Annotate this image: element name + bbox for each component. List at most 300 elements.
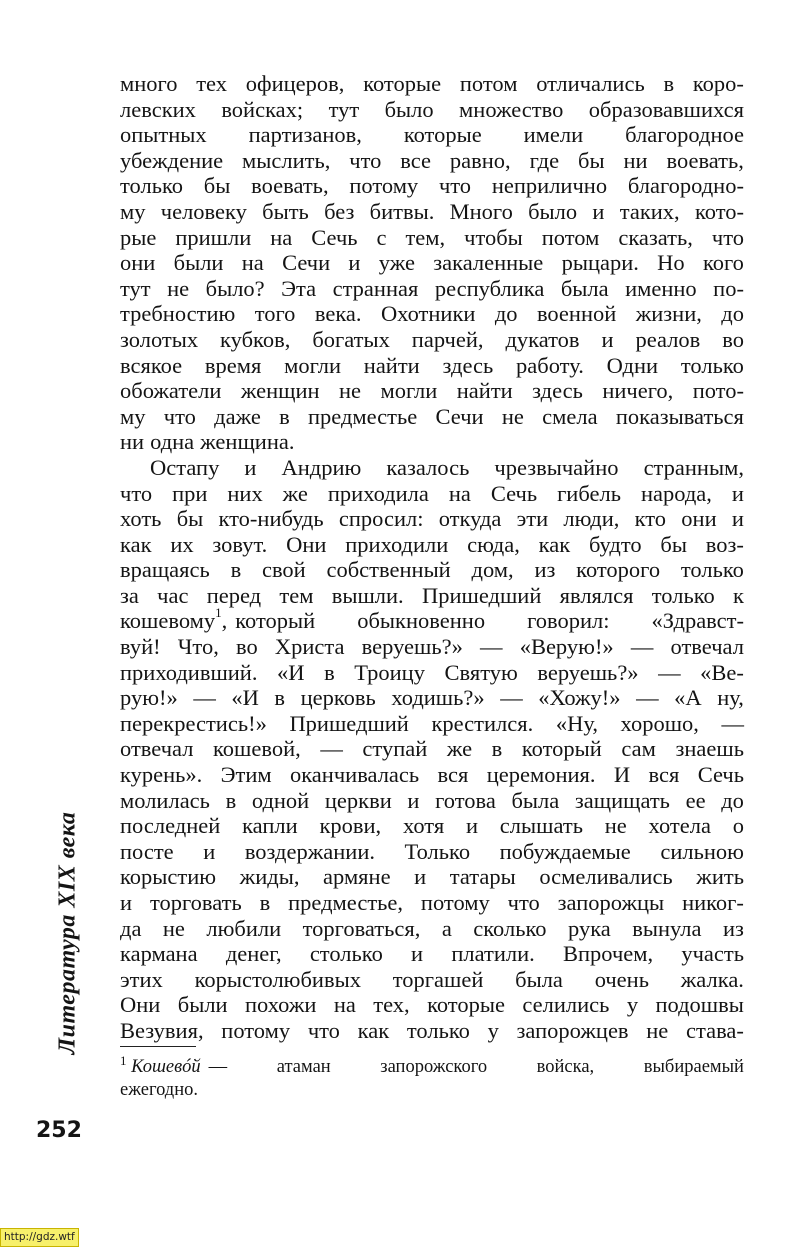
text-word: в [259, 890, 271, 915]
text-word: смела [542, 403, 598, 429]
text-word: чрезвычайно [494, 454, 619, 480]
text-word: — [721, 710, 744, 736]
text-word: — [480, 634, 503, 660]
text-word: рую!» [120, 685, 178, 711]
text-word: будто [588, 531, 642, 557]
text-word: воз- [705, 531, 744, 557]
text-word: являлся [559, 582, 634, 608]
text-word: благородное [625, 122, 744, 148]
text-word: запорожского [380, 1057, 488, 1077]
text-word: вращаясь [120, 557, 210, 583]
text-line [120, 404, 744, 430]
text-word: атаман [276, 1057, 331, 1077]
text-word: обыкновенно [357, 608, 486, 634]
text-word: левских [120, 96, 196, 122]
text-word: — [500, 685, 523, 711]
text-word: одной [251, 787, 310, 813]
text-word: не [167, 275, 190, 301]
text-word: любили [206, 915, 282, 941]
text-word: при [172, 480, 208, 506]
text-word: и [731, 506, 744, 532]
text-word: сказать, [618, 224, 693, 250]
text-line [120, 916, 744, 942]
paragraph-first-line [150, 455, 744, 481]
text-word: и [465, 813, 479, 839]
text-word: корыстию [120, 864, 217, 890]
text-fragment [227, 608, 744, 634]
text-word: в [324, 659, 335, 685]
text-word: всякое [120, 352, 183, 378]
text-word: — [193, 685, 216, 711]
text-word: войска, [536, 1057, 595, 1077]
text-word: по- [713, 275, 744, 301]
text-word: парчей, [411, 326, 484, 352]
text-word: пото- [692, 378, 744, 404]
page-number: 252 [36, 1118, 82, 1143]
text-word: а [441, 915, 452, 941]
text-word: обожатели [120, 378, 222, 404]
text-word: и [203, 838, 216, 864]
text-word: же [446, 736, 473, 762]
text-word: «И [277, 659, 305, 685]
text-word: курень». [120, 762, 203, 788]
text-word: готова [435, 787, 496, 813]
text-word: — [658, 659, 681, 685]
running-head-text: Литература XIX века [54, 811, 81, 1055]
text-word: церемония. [486, 762, 596, 788]
text-line [120, 506, 744, 532]
text-word: ее [685, 787, 706, 813]
text-word: жить [696, 864, 744, 890]
text-word: Сечь [697, 762, 744, 788]
text-word: этих [120, 966, 163, 992]
text-word: за [120, 582, 139, 608]
footnote-ref: 1 [215, 605, 222, 621]
text-line [120, 353, 744, 379]
text-word: были [177, 992, 228, 1018]
text-word: предместье, [288, 890, 404, 915]
text-word: воевать, [251, 173, 329, 199]
text-word: и [414, 864, 427, 890]
text-word: о [732, 813, 744, 839]
text-word: было [384, 96, 434, 122]
text-word: они [681, 506, 717, 532]
text-word: во [722, 326, 744, 352]
text-word: что [507, 890, 540, 915]
watermark-link[interactable]: http://gdz.wtf [0, 1228, 79, 1247]
text-word: Сечи [435, 403, 484, 429]
text-word: потому [420, 890, 490, 915]
text-word: «Здравст- [651, 608, 744, 634]
text-word: крестился. [431, 710, 534, 736]
text-word: войсках; [221, 96, 304, 122]
text-word: перед [206, 582, 262, 608]
text-word: запорожцы [557, 890, 665, 915]
text-word: именно [625, 275, 697, 301]
text-word: сам [621, 736, 656, 762]
text-word: бы [203, 173, 231, 199]
text-word: только [120, 173, 184, 199]
text-word: хорошо, [620, 710, 699, 736]
text-line [120, 660, 744, 686]
text-word: которые [363, 71, 442, 96]
text-line [120, 839, 744, 865]
text-word: запорожцев [516, 1017, 629, 1043]
text-line [120, 864, 744, 890]
text-word: на [270, 224, 293, 250]
text-word: веруешь?» [537, 659, 639, 685]
text-word: на [333, 992, 356, 1018]
text-word: в [274, 685, 286, 711]
text-word: могли [380, 378, 438, 404]
text-word: Они [286, 531, 327, 557]
text-word: хотя [402, 813, 445, 839]
text-word: Охотники [380, 301, 476, 327]
text-word: ничего, [602, 378, 674, 404]
text-word: тем, [405, 224, 446, 250]
text-line [120, 173, 744, 199]
text-word: много [120, 71, 178, 96]
text-word: крови, [319, 813, 382, 839]
text-word: осмеливались [539, 864, 673, 890]
text-word: в [279, 403, 290, 429]
text-word: Только [404, 838, 471, 864]
text-word: отвечал [670, 634, 744, 660]
text-line [120, 788, 744, 814]
text-word: подошвы [655, 992, 744, 1018]
text-word: гибель [557, 480, 621, 506]
text-word: таких, [619, 198, 680, 224]
main-text [120, 71, 744, 1044]
text-word: — [630, 634, 654, 660]
text-word: рыцари. [561, 250, 639, 276]
text-line [120, 711, 744, 737]
text-word: — [636, 685, 659, 711]
text-word: отличались [536, 71, 645, 96]
text-word: церковь [300, 685, 376, 711]
text-word: час [157, 582, 189, 608]
text-word: кого [702, 250, 744, 276]
text-line [120, 1018, 744, 1044]
text-word: образовавшихся [588, 96, 744, 122]
text-word: оканчивалась [289, 762, 420, 788]
text-word: ходишь?» [391, 685, 485, 711]
text-word: на [448, 480, 471, 506]
text-word: Сечь [490, 480, 538, 506]
text-word: в [230, 557, 242, 583]
text-line [120, 327, 744, 353]
text-word: перекрестись!» [120, 710, 267, 736]
text-line [120, 225, 744, 251]
text-word: на [241, 250, 264, 276]
text-word: Но [657, 250, 685, 276]
text-word: капли [242, 813, 298, 839]
text-word: которые [403, 122, 482, 148]
text-word: кто [634, 506, 667, 532]
text-word: платили. [451, 941, 535, 967]
text-word: пришли [175, 224, 252, 250]
text-word: вся [437, 762, 469, 788]
text-word: время [204, 352, 262, 378]
text-word: Они [120, 992, 161, 1018]
text-word: множество [459, 96, 564, 122]
text-word: Этим [220, 762, 272, 788]
text-word: свой [261, 557, 306, 583]
text-word: реалов [635, 326, 701, 352]
text-word: татары [449, 864, 516, 890]
text-word: Много [449, 198, 513, 224]
text-line [120, 583, 744, 609]
text-word: отвечал [120, 736, 194, 762]
text-word: не [604, 813, 627, 839]
text-word: спросил: [338, 506, 424, 532]
text-word: Пришедший [289, 710, 409, 736]
text-word: кто-нибудь [218, 506, 324, 532]
text-word: Святую [444, 659, 518, 685]
text-word: посте [120, 838, 174, 864]
text-word: «Верую!» [519, 634, 614, 660]
text-word: побуждаемые [499, 838, 631, 864]
text-word: тех, [373, 992, 410, 1018]
text-word: веруешь?» [361, 634, 463, 660]
text-word: воевать, [666, 147, 744, 173]
text-word: могли [284, 352, 341, 378]
text-word: до [721, 787, 744, 813]
text-word: корыстолюбивых [194, 966, 361, 992]
text-line [120, 532, 744, 558]
text-word: работу. [516, 352, 584, 378]
footnote-text [201, 1056, 744, 1079]
text-word: му [120, 198, 146, 224]
text-word: здесь [442, 352, 494, 378]
text-word: знаешь [675, 736, 744, 762]
text-word: они [120, 250, 156, 276]
text-word: мыслить, [242, 147, 331, 173]
text-word: и [411, 941, 424, 967]
text-word: зовут. [212, 531, 268, 557]
text-word: бы [176, 506, 204, 532]
text-word: вся [648, 762, 680, 788]
text-word: во [236, 634, 258, 660]
running-head [50, 811, 86, 1055]
text-word: неприлично [491, 173, 608, 199]
text-line [120, 97, 744, 123]
text-word: Одни [606, 352, 659, 378]
text-word: армяне [323, 864, 391, 890]
text-line [120, 605, 744, 634]
text-word: который [235, 608, 316, 634]
text-word: потом [541, 224, 600, 250]
text-word: рука [568, 915, 611, 941]
text-word: церкви [324, 787, 392, 813]
text-word: участь [681, 941, 744, 967]
text-word: женщина. [200, 429, 295, 455]
text-word: и [244, 454, 257, 480]
text-word: очень [594, 966, 649, 992]
text-word: требностию [120, 301, 236, 327]
text-word: потом [459, 71, 518, 96]
text-word: жизни, [635, 301, 702, 327]
text-word: здесь [532, 378, 583, 404]
text-word: потому [221, 1017, 291, 1043]
text-word: селились [522, 992, 610, 1018]
text-word: ступай [362, 736, 428, 762]
text-word: рые [120, 224, 157, 250]
text-line [120, 762, 744, 788]
text-word: Что, [177, 634, 219, 660]
text-word: И [613, 762, 631, 788]
text-line [120, 250, 744, 276]
text-word: сколько [473, 915, 547, 941]
text-line [120, 941, 744, 967]
text-line [120, 890, 744, 916]
text-word: с [376, 224, 387, 250]
text-word: офицеров, [245, 71, 345, 96]
text-word: которые [427, 992, 505, 1018]
text-word: и [731, 480, 744, 506]
text-word: опытных [120, 122, 207, 148]
text-word: Андрию [281, 454, 362, 480]
text-word: в [491, 736, 503, 762]
text-word: выбираемый [643, 1057, 744, 1077]
footnote [120, 1053, 744, 1102]
text-word: става- [686, 1017, 744, 1043]
text-word: была [515, 966, 563, 992]
text-line [120, 301, 744, 327]
text-word: торговать [149, 890, 242, 915]
text-fragment: кошевому$^1$, [120, 605, 228, 634]
text-word: убеждение [120, 147, 224, 173]
text-word: только [406, 1017, 470, 1043]
text-word: Троицу [354, 659, 425, 685]
text-word: битвы. [369, 198, 435, 224]
text-line [120, 685, 744, 711]
text-word: Пришедший [421, 582, 542, 608]
text-word: му [120, 403, 146, 429]
text-word: приходила [327, 480, 429, 506]
text-word: того [254, 301, 296, 327]
text-word: ни [120, 429, 145, 455]
text-word: «Ну, [555, 710, 598, 736]
text-word: в [225, 787, 237, 813]
text-word: приходивший. [120, 659, 258, 685]
footnote-term: Кошевóй [131, 1057, 201, 1077]
text-word: молилась [120, 787, 210, 813]
text-word: уже [378, 250, 415, 276]
text-word: Сечи [282, 250, 331, 276]
text-line [120, 634, 744, 660]
text-word: Сечь [311, 224, 358, 250]
text-word: имели [523, 122, 584, 148]
text-word: что [307, 1017, 340, 1043]
text-line [120, 992, 744, 1018]
text-word: воздержании. [244, 838, 375, 864]
text-word: вуй! [120, 634, 161, 660]
text-word: похожи [245, 992, 317, 1018]
text-word: не [162, 915, 185, 941]
text-word: человеку [160, 198, 247, 224]
text-word: из [722, 915, 744, 941]
text-word: «А [674, 685, 702, 711]
text-word: Остапу [150, 454, 220, 480]
text-line [120, 276, 744, 302]
text-word: торгашей [392, 966, 484, 992]
text-word: даже [214, 403, 261, 429]
text-word: откуда [438, 506, 502, 532]
text-word: да [120, 915, 142, 941]
text-word: женщин [240, 378, 320, 404]
text-word: Христа [274, 634, 345, 660]
text-word: них [227, 480, 263, 506]
text-word: была [511, 787, 560, 813]
text-word: кошевой, [213, 736, 301, 762]
text-word: дом, [471, 557, 514, 583]
text-word: странным, [643, 454, 744, 480]
text-word: денег, [225, 941, 282, 967]
text-word: только [680, 557, 744, 583]
text-word: не [646, 1017, 669, 1043]
text-line [120, 481, 744, 507]
text-word: ну, [717, 685, 744, 711]
text-word: чтобы [464, 224, 523, 250]
text-word: торговаться, [302, 915, 421, 941]
text-line [120, 378, 744, 404]
text-word: — [320, 736, 343, 762]
footnote-line: ежегодно. [120, 1080, 198, 1100]
text-word: как [357, 1017, 390, 1043]
text-word: кото- [694, 198, 744, 224]
text-word: столько [309, 941, 383, 967]
text-word: который [521, 736, 602, 762]
text-word: что [120, 480, 153, 506]
text-word: у [626, 992, 639, 1018]
text-word: была [560, 275, 609, 301]
text-word: что [438, 173, 472, 199]
text-word: военной [536, 301, 617, 327]
text-word: сильною [660, 838, 744, 864]
text-word: показываться [615, 403, 744, 429]
footnote-marker: 1 [120, 1053, 127, 1068]
text-word: и [407, 787, 420, 813]
text-word: — [208, 1057, 228, 1077]
text-word: найти [363, 352, 420, 378]
text-word: и [592, 198, 605, 224]
text-word: только [680, 352, 744, 378]
text-word: не [501, 403, 524, 429]
text-word: собственный [326, 557, 451, 583]
text-line [120, 967, 744, 993]
text-line [120, 736, 744, 762]
text-word: благородно- [627, 173, 744, 199]
text-word: и [348, 250, 361, 276]
text-line [120, 71, 744, 97]
text-word: люди, [563, 506, 620, 532]
text-word: народа, [640, 480, 712, 506]
text-word: казалось [386, 454, 470, 480]
text-word: без [324, 198, 355, 224]
text-word: одна [150, 429, 195, 455]
text-word: кармана [120, 941, 198, 967]
footnote-head [120, 1053, 201, 1079]
text-word: Везувия, [120, 1017, 204, 1043]
text-word: в [663, 71, 675, 96]
text-line [120, 429, 744, 455]
text-word: найти [456, 378, 513, 404]
text-line [120, 122, 744, 148]
text-word: «Ве- [700, 659, 744, 685]
text-word: «И [231, 685, 259, 711]
text-word: говорил: [527, 608, 610, 634]
